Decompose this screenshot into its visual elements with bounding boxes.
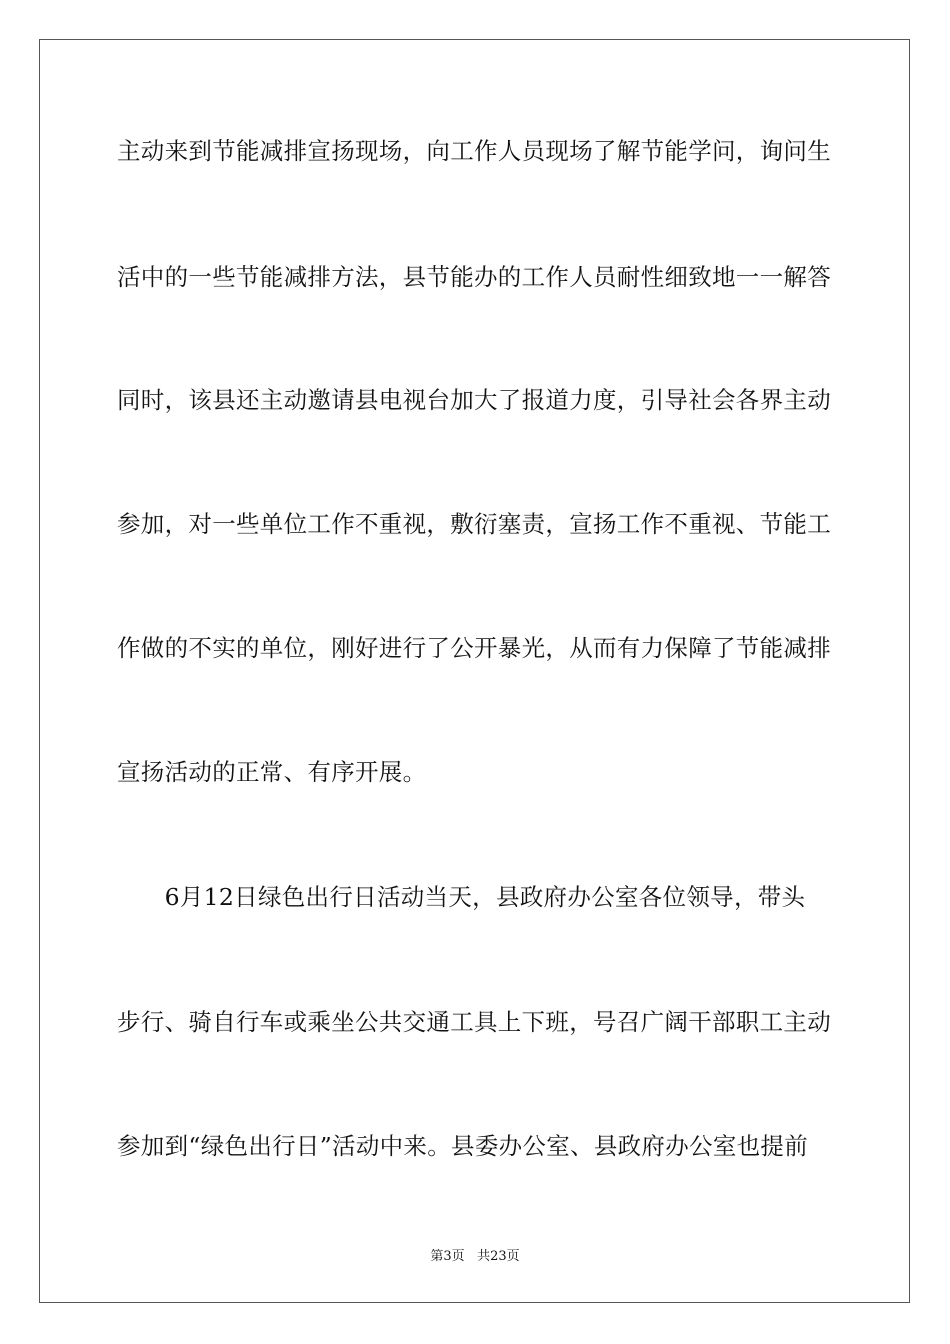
body-text-line: 主动来到节能减排宣扬现场，向工作人员现场了解节能学问，询问生	[117, 137, 831, 165]
body-text-line: 参加到“绿色出行日”活动中来。县委办公室、县政府办公室也提前	[117, 1132, 809, 1160]
body-text-line: 作做的不实的单位，刚好进行了公开暴光，从而有力保障了节能减排	[117, 634, 831, 662]
body-text-line: 步行、骑自行车或乘坐公共交通工具上下班，号召广阔干部职工主动	[117, 1008, 831, 1036]
body-text-line: 参加，对一些单位工作不重视，敷衍塞责，宣扬工作不重视、节能工	[117, 510, 831, 538]
body-text-line: 6月12日绿色出行日活动当天，县政府办公室各位领导，带头	[117, 883, 806, 911]
page-number: 第3页	[430, 1249, 465, 1264]
page-border	[39, 39, 910, 1303]
page-total: 共23页	[477, 1249, 520, 1264]
body-text-line: 活中的一些节能减排方法，县节能办的工作人员耐性细致地一一解答	[117, 263, 831, 291]
page-footer	[0, 1248, 950, 1266]
body-text-line: 宣扬活动的正常、有序开展。	[117, 758, 427, 786]
body-text-line: 同时，该县还主动邀请县电视台加大了报道力度，引导社会各界主动	[117, 386, 831, 414]
